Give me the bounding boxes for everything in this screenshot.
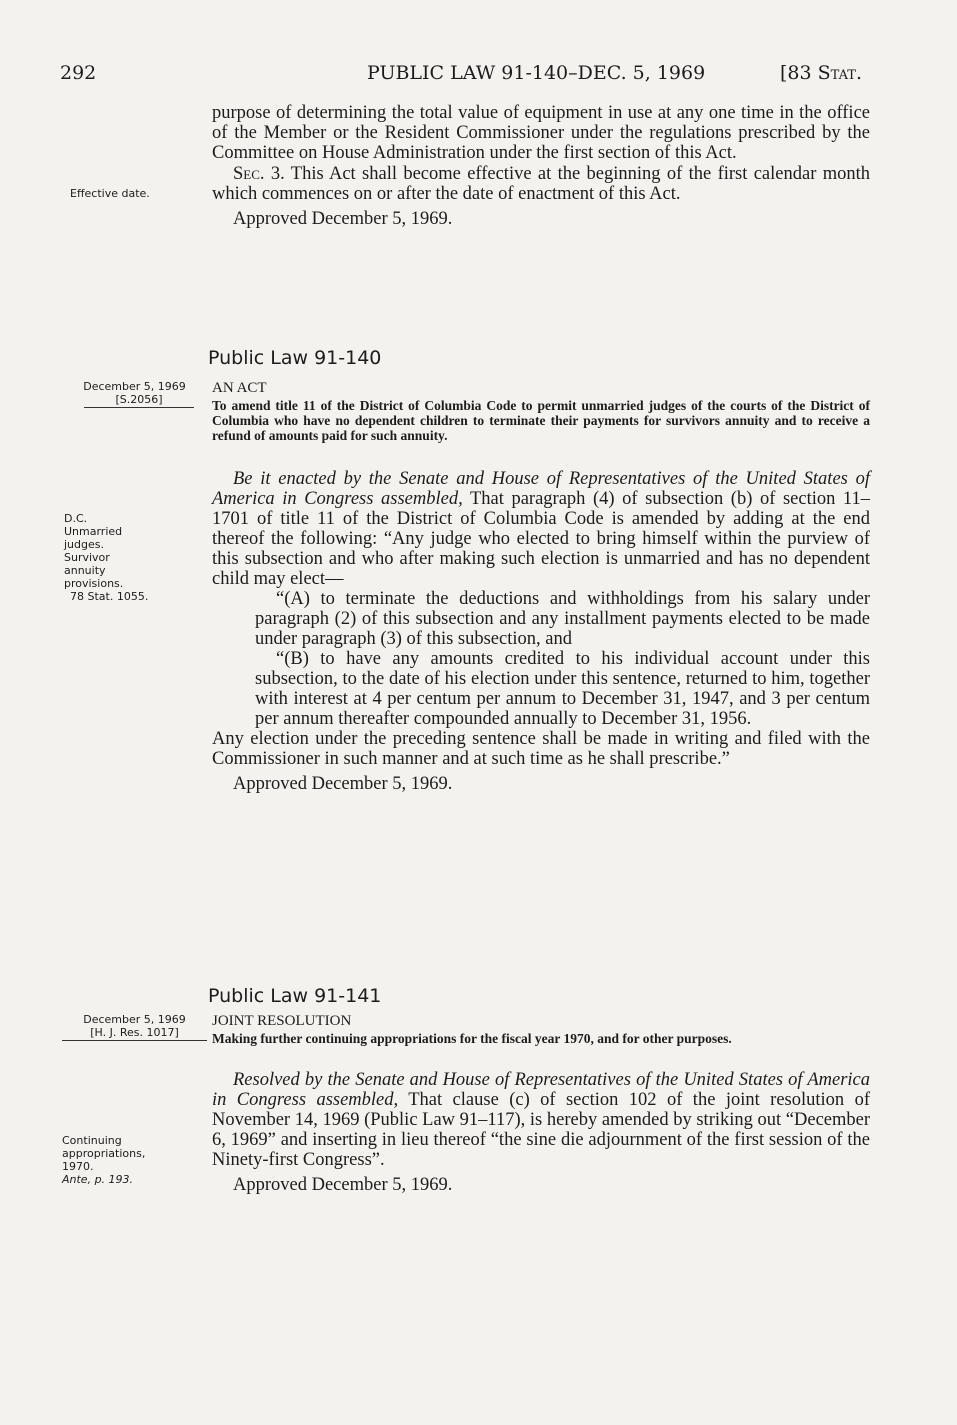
note-ante: Ante, p. 193. (62, 1173, 134, 1186)
enacting-italic: Be it enacted by the Senate and House of Representatives of the United States of America in Congress assembled, (212, 469, 870, 509)
closing-text: Any election under the preceding sentence shall be made in writing and filed with the Commissioner in such manner and at such time as he shall prescribe.” (212, 729, 870, 769)
note-unmarried: Unmarried judges. (64, 525, 123, 551)
law-140-margin-rule (84, 407, 194, 408)
law-140-date: December 5, 1969 (83, 380, 186, 393)
law-141-margin (62, 1013, 207, 1042)
resolution-summary: Making further continuing appropriations for the fiscal year 1970, and for other purposes. (212, 1031, 732, 1046)
enacting-rest: That paragraph (4) of subsection (b) of section 11–1701 of title 11 of the District of Columbia Code is amended by adding at the end thereof the following: “Any judge who elected to bring himself within the purview of this subsection and who after making such election is unmarried and has no dependent child may elect— (212, 489, 870, 589)
volume-tag: [83 Stat. (780, 62, 862, 84)
continuation-paragraph: purpose of determining the total value of equipment in use at any one time in the office of the Member or the Resident Commissioner under the regulations prescribed by the Committee on House Administration under the first section of this Act. (212, 103, 870, 163)
law-140-body (212, 378, 870, 794)
law-141-bill: [H. J. Res. 1017] (90, 1026, 179, 1039)
approved-1: Approved December 5, 1969. (233, 209, 453, 229)
law-140-side-notes (64, 512, 209, 603)
law-141-date: December 5, 1969 (83, 1013, 186, 1026)
law-141-body (212, 1011, 870, 1195)
sec3-paragraph (212, 164, 870, 204)
resolved-rest: That clause (c) of section 102 of the joint resolution of November 14, 1969 (Public Law 91–117), is hereby amended by striking out “December 6, 1969” and inserting in lieu thereof “the sine die adjournment of the first session of the Ninety-first Congress”. (212, 1090, 870, 1170)
resolved-clause (212, 1070, 870, 1170)
law-141-title: Public Law 91-141 (208, 985, 382, 1007)
approved-3: Approved December 5, 1969. (233, 1175, 453, 1195)
top-section (212, 103, 870, 229)
act-summary: To amend title 11 of the District of Columbia Code to permit unmarried judges of the courts of the District of Columbia who have no dependent children to terminate their payments for survivors annuity and to receive a refund of amounts paid for such annuity. (212, 398, 870, 443)
law-141-side-notes (62, 1134, 207, 1186)
note-continuing: Continuing appropriations, 1970. (62, 1134, 146, 1173)
sec3-label: Sec. 3. (233, 164, 285, 184)
clause-b: “(B) to have any amounts credited to his individual account under this subsection, to the date of his election under this sentence, returned to him, together with interest at 4 per centum per annum to December 31, 1947, and 3 per centum per annum thereafter compounded annually to December 31, 1956. (255, 649, 870, 729)
note-dc: D.C. (64, 512, 88, 525)
sec3-text: This Act shall become effective at the beginning of the first calendar month which commences on or after the date of enactment of this Act. (212, 164, 870, 204)
resolved-italic: Resolved by the Senate and House of Representatives of the United States of America in Congress assembled, (212, 1070, 870, 1110)
enacting-clause (212, 469, 870, 589)
law-140-bill: [S.2056] (115, 393, 163, 406)
joint-resolution-heading: JOINT RESOLUTION (212, 1013, 352, 1029)
approved-2: Approved December 5, 1969. (233, 774, 453, 794)
margin-effective-date: Effective date. (70, 187, 150, 200)
note-stat: 78 Stat. 1055. (70, 590, 149, 603)
note-survivor: Survivor annuity provisions. (64, 551, 124, 590)
clause-a: “(A) to terminate the deductions and withholdings from his salary under paragraph (2) of this subsection and any installment payments elected to be made under paragraph (3) of this subsection, and (255, 589, 870, 649)
law-141-margin-rule (62, 1040, 207, 1041)
law-140-title: Public Law 91-140 (208, 347, 382, 369)
law-140-margin (62, 380, 207, 409)
running-title: PUBLIC LAW 91-140–DEC. 5, 1969 (367, 62, 706, 84)
page-number: 292 (60, 62, 97, 84)
act-heading: AN ACT (212, 380, 267, 396)
